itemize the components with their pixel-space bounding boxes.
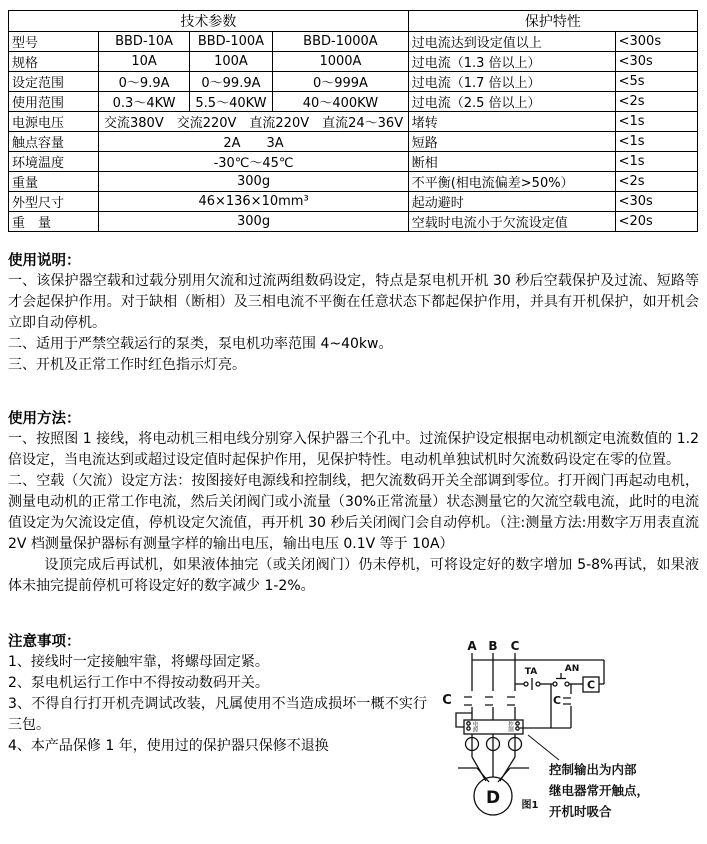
- table-row: [9, 52, 698, 72]
- cautions-title: 注意事项：: [8, 634, 81, 650]
- table-cell: 型号: [9, 32, 99, 52]
- table-cell: 100A: [189, 52, 272, 72]
- table-cell: 1000A: [273, 52, 409, 72]
- table-body: [9, 32, 698, 232]
- table-row: [9, 112, 698, 132]
- diagram-annotation: 控制输出为内部: [549, 762, 637, 777]
- coil-label: C: [586, 678, 596, 692]
- table-cell: <20s: [615, 212, 697, 232]
- table-cell: 重 量: [9, 212, 99, 232]
- table-header-row: [9, 11, 698, 32]
- table-cell: 0～99.9A: [189, 72, 272, 92]
- table-cell: 断相: [408, 152, 615, 172]
- table-cell: BBD-10A: [99, 32, 189, 52]
- table-cell: <1s: [615, 152, 697, 172]
- table-cell: 外型尺寸: [9, 192, 99, 212]
- phase-lines-upper: [472, 653, 515, 691]
- usage-method-paragraph: 设顶完成后再试机，如果液体抽完（或关闭阀门）仍未停机，可将设定好的数字增加 5-8%再试，如果液体未抽完提前停机可将设定好的数字减少 1-2%。: [8, 557, 699, 594]
- table-cell: -30℃～45℃: [99, 152, 408, 172]
- table-cell: 空载时电流小于欠流设定值: [408, 212, 615, 232]
- diagram-annotation: 继电器常开触点，: [549, 783, 650, 798]
- table-cell: <1s: [615, 132, 697, 152]
- table-cell: 过电流（2.5 倍以上）: [408, 92, 615, 112]
- wiring-diagram-svg: [431, 636, 699, 834]
- table-cell: 使用范围: [9, 92, 99, 112]
- table-cell: BBD-1000A: [273, 32, 409, 52]
- usage-method-paragraph: 一、按照图 1 接线，将电动机三相电线分别穿入保护器三个孔中。过流保护设定根据电动机额定电流数值的 1.2 倍设定，当电流达到或超过设定值时起保护作用，见保护特性。电动机单独试机时欠流数码设定在零的位置。: [8, 431, 699, 468]
- table-cell: 300g: [99, 212, 408, 232]
- table-cell: 交流380V 交流220V 直流220V 直流24～36V: [99, 112, 408, 132]
- table-cell: 规格: [9, 52, 99, 72]
- table-row: [9, 192, 698, 212]
- table-cell: 堵转: [408, 112, 615, 132]
- usage-notes-paragraph: 二、适用于严禁空载运行的泵类，泵电机功率范围 4~40kw。: [8, 336, 393, 352]
- table-cell: 10A: [99, 52, 189, 72]
- caution-item: 4、本产品保修 1 年，使用过的保护器只保修不退换: [8, 738, 329, 754]
- table-cell: 0.3～4KW: [99, 92, 189, 112]
- aux-branch: [563, 684, 571, 728]
- an-label: AN: [564, 664, 580, 674]
- control-output-wires: [520, 684, 571, 728]
- table-cell: 触点容量: [9, 132, 99, 152]
- table-cell: <1s: [615, 112, 697, 132]
- table-cell: BBD-100A: [189, 32, 272, 52]
- table-row: [9, 32, 698, 52]
- power-terminal: [467, 727, 470, 730]
- section-cautions: [8, 632, 699, 841]
- table-cell: 5.5～40KW: [189, 92, 272, 112]
- left-table-title: 技术参数: [9, 11, 409, 32]
- control-terminal: [516, 727, 519, 730]
- table-cell: 300g: [99, 172, 408, 192]
- diagram-annotation: 开机时吸合: [549, 804, 612, 819]
- phase-lines-lower: [472, 707, 515, 720]
- caution-item: 1、接线时一定接触牢靠，将螺母固定紧。: [8, 654, 269, 670]
- table-cell: <5s: [615, 72, 697, 92]
- an-contact: [565, 682, 569, 686]
- usage-notes-paragraph: 三、开机及正常工作时红色指示灯亮。: [8, 357, 246, 373]
- phase-c-label: C: [510, 639, 520, 653]
- motor-label: D: [485, 788, 501, 808]
- table-cell: 46×136×10mm³: [99, 192, 408, 212]
- table-row: [9, 92, 698, 112]
- caution-item: 2、泵电机运行工作中不得按动数码开关。: [8, 675, 269, 691]
- tech-params-table: [8, 10, 698, 232]
- table-cell: <30s: [615, 192, 697, 212]
- aux-contact-label: C: [552, 694, 562, 707]
- contactor-main-contacts: [464, 697, 515, 705]
- table-cell: 2A 3A: [99, 132, 408, 152]
- control-tap-wire: [472, 660, 604, 684]
- phase-b-label: B: [488, 639, 498, 653]
- figure-label: 图1: [521, 800, 539, 811]
- caution-item: 3、不得自行打开机壳调试改装，凡属使用不当造成损坏一概不实行三包。: [8, 696, 427, 733]
- power-terminal-label: 电源: [471, 721, 478, 732]
- an-contact: [553, 682, 557, 686]
- ta-label: TA: [524, 667, 538, 677]
- table-cell: 40～400KW: [273, 92, 409, 112]
- table-cell: 重量: [9, 172, 99, 192]
- table-cell: 过电流达到设定值以上: [408, 32, 615, 52]
- power-terminal: [467, 722, 470, 725]
- table-cell: 电源电压: [9, 112, 99, 132]
- table-cell: 短路: [408, 132, 615, 152]
- right-table-title: 保护特性: [408, 11, 697, 32]
- phase-a-label: A: [467, 639, 477, 653]
- table-cell: 0～9.9A: [99, 72, 189, 92]
- table-cell: <30s: [615, 52, 697, 72]
- table-cell: 环境温度: [9, 152, 99, 172]
- table-cell: <2s: [615, 92, 697, 112]
- table-row: [9, 132, 698, 152]
- usage-method-title: 使用方法：: [8, 411, 81, 427]
- table-cell: 过电流（1.7 倍以上）: [408, 72, 615, 92]
- table-cell: 过电流（1.3 倍以上）: [408, 52, 615, 72]
- usage-notes-paragraph: 一、该保护器空载和过载分别用欠流和过流两组数码设定，特点是泵电机开机 30 秒后空载保护及过流、短路等才会起保护作用。对于缺相（断相）及三相电流不平衡在任意状态下都起保护作用，并具有开机保护，如开机会立即自动停机。: [8, 273, 699, 331]
- table-cell: 设定范围: [9, 72, 99, 92]
- cautions-list: [8, 632, 427, 757]
- table-cell: <2s: [615, 172, 697, 192]
- table-row: [9, 172, 698, 192]
- ta-contact: [524, 682, 528, 686]
- ta-contact: [536, 682, 540, 686]
- wiring-diagram: [431, 636, 699, 841]
- table-cell: 不平衡(相电流偏差>50%）: [408, 172, 615, 192]
- usage-notes-title: 使用说明：: [8, 253, 81, 269]
- table-cell: 起动避时: [408, 192, 615, 212]
- table-row: [9, 72, 698, 92]
- usage-method-paragraph: 二、空载（欠流）设定方法：按图接好电源线和控制线，把欠流数码开关全部调到零位。打开阀门再起动电机，测量电动机的正常工作电流，然后关闭阀门或小流量（30%正常流量）状态测量它的欠流空载电流，此时的电流值设定为欠流设定值，停机设定欠流值，再开机 30 秒后关闭阀门会自动停机。（注:测量方法:用数字万用表直流 2V 档测量保护器标有测量字样的输出电压，输出电压 0.1V 等于 10A）: [8, 473, 699, 552]
- table-cell: 0～999A: [273, 72, 409, 92]
- table-row: [9, 152, 698, 172]
- control-terminal-label: 控制: [507, 721, 513, 732]
- table-row: [9, 212, 698, 232]
- annotation-pointer: [528, 735, 559, 760]
- section-usage-method: [8, 409, 699, 597]
- table-cell: <300s: [615, 32, 697, 52]
- contactor-label: C: [442, 693, 452, 708]
- section-usage-notes: [8, 251, 699, 376]
- control-terminal: [516, 722, 519, 725]
